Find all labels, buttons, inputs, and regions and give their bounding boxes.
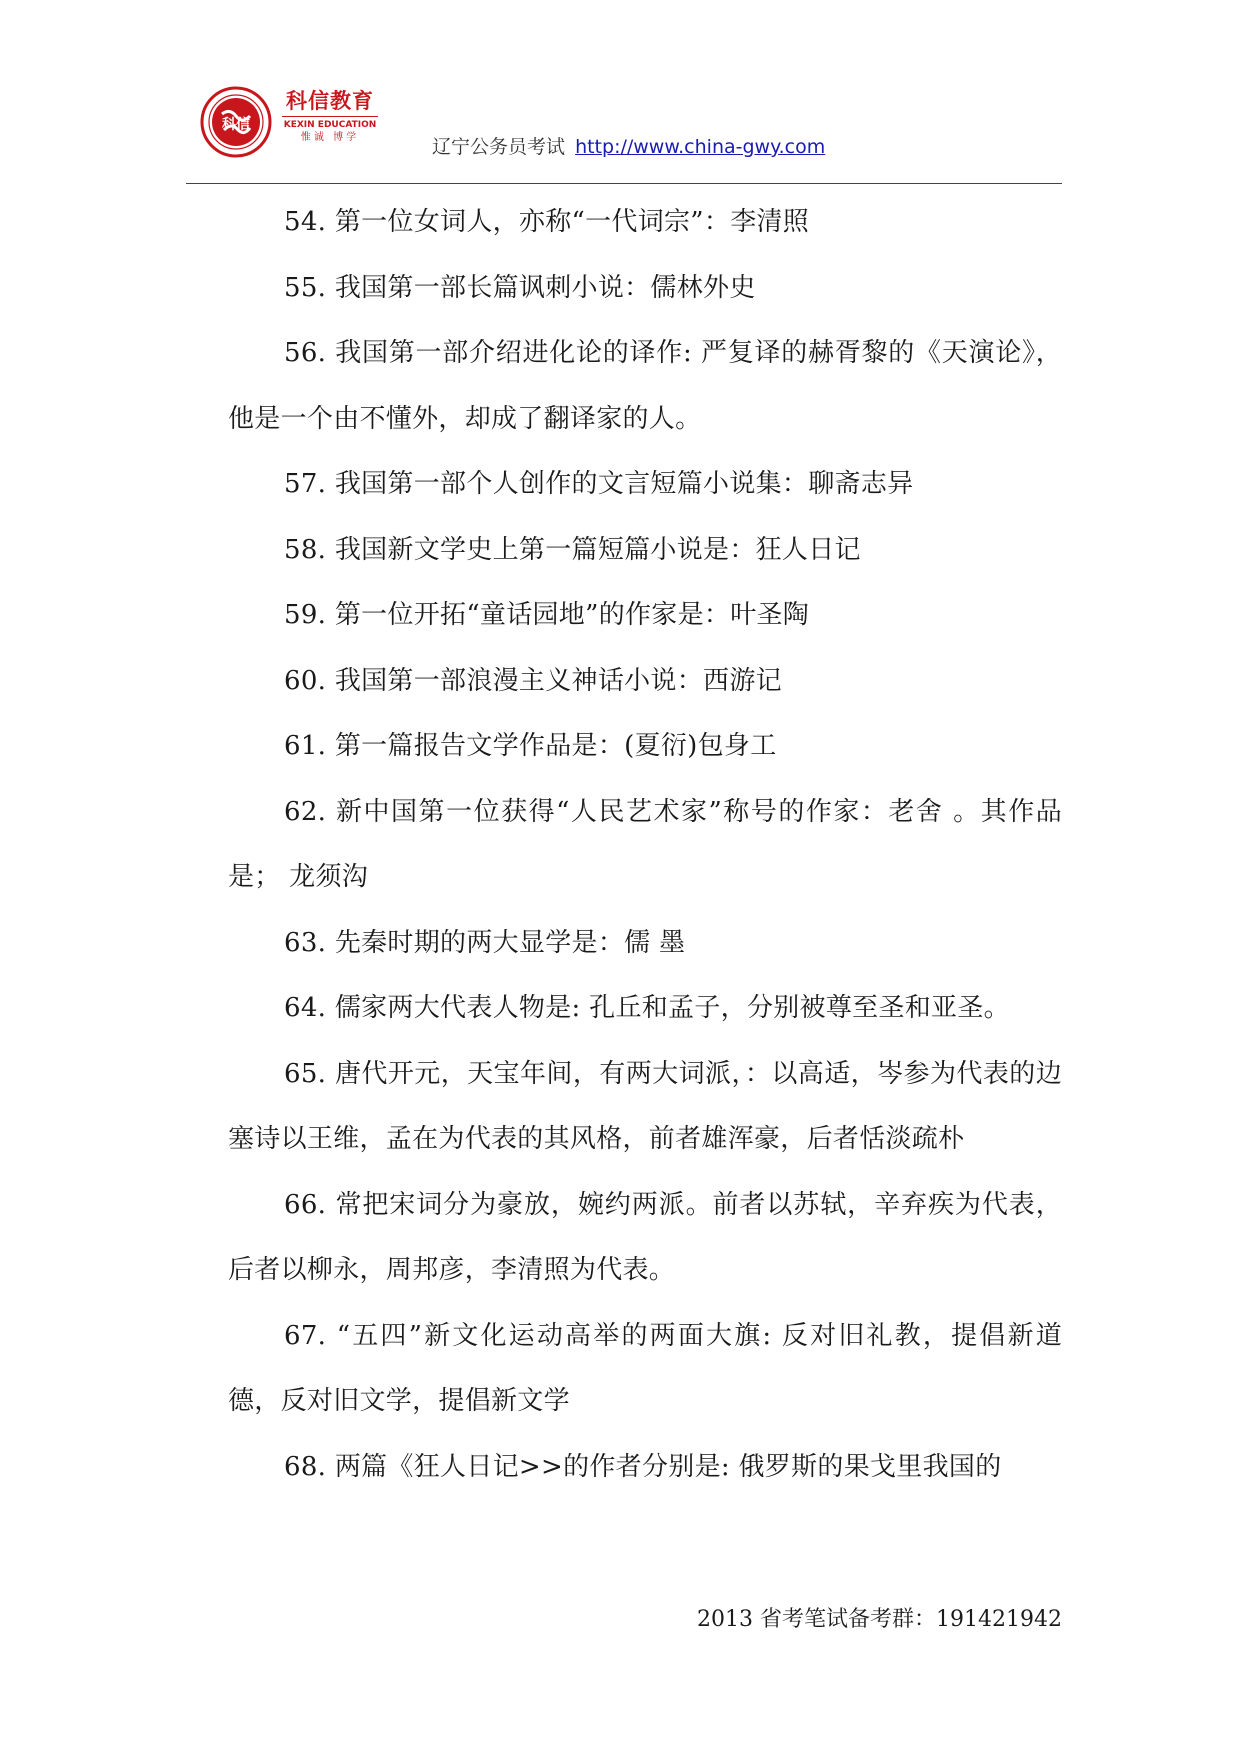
brand-name-en: KEXIN EDUCATION: [282, 116, 378, 131]
brand-block: [282, 88, 378, 145]
brand-motto: 惟诚 博学: [300, 132, 360, 143]
seal-text: 科信: [222, 117, 250, 133]
paragraph-66: 66. 常把宋词分为豪放，婉约两派。前者以苏轼，辛弃疾为代表，后者以柳永，周邦彦，李清照为代表。: [228, 1189, 1062, 1285]
paragraph-54: 54. 第一位女词人，亦称“一代词宗”：李清照: [284, 207, 810, 237]
paragraph-63: 63. 先秦时期的两大显学是：儒 墨: [284, 927, 686, 958]
paragraph-64: 64. 儒家两大代表人物是: 孔丘和孟子，分别被尊至圣和亚圣。: [284, 993, 1010, 1023]
brand-name-cn: 科信教育: [286, 89, 374, 113]
header-site: [432, 132, 825, 159]
page-header: [186, 80, 1062, 186]
paragraph-61: 61. 第一篇报告文学作品是：(夏衍)包身工: [284, 731, 777, 761]
paragraph-65: 65. 唐代开元，天宝年间，有两大词派，：以高适，岑参为代表的边塞诗以王维，孟在为代表的其风格，前者雄浑豪，后者恬淡疏朴: [228, 1058, 1062, 1154]
paragraph-67: 67. “五四”新文化运动高举的两面大旗: 反对旧礼教，提倡新道德，反对旧文学，提倡新文学: [228, 1320, 1062, 1416]
site-label: 辽宁公务员考试: [432, 136, 566, 158]
paragraph-68: 68. 两篇《狂人日记>>的作者分别是: 俄罗斯的果戈里我国的: [284, 1451, 1002, 1482]
paragraph-58: 58. 我国新文学史上第一篇短篇小说是：狂人日记: [284, 534, 861, 565]
paragraph-60: 60. 我国第一部浪漫主义神话小说：西游记: [284, 665, 782, 696]
paragraph-59: 59. 第一位开拓“童话园地”的作家是：叶圣陶: [284, 600, 810, 630]
page-footer: 2013 省考笔试备考群：191421942: [697, 1607, 1062, 1632]
paragraph-57: 57. 我国第一部个人创作的文言短篇小说集：聊斋志异: [284, 469, 914, 499]
header-divider: [186, 183, 1062, 184]
document-body: [228, 190, 1062, 1500]
paragraph-62: 62. 新中国第一位获得“人民艺术家”称号的作家：老舍 。其作品是； 龙须沟: [228, 796, 1062, 892]
paragraph-55: 55. 我国第一部长篇讽刺小说：儒林外史: [284, 272, 756, 303]
kexin-seal-logo-icon: [200, 86, 272, 158]
paragraph-56: 56. 我国第一部介绍进化论的译作: 严复译的赫胥黎的《天演论》，他是一个由不懂外，却成了翻译家的人。: [228, 338, 1062, 434]
site-link[interactable]: http://www.china-gwy.com: [575, 136, 826, 158]
